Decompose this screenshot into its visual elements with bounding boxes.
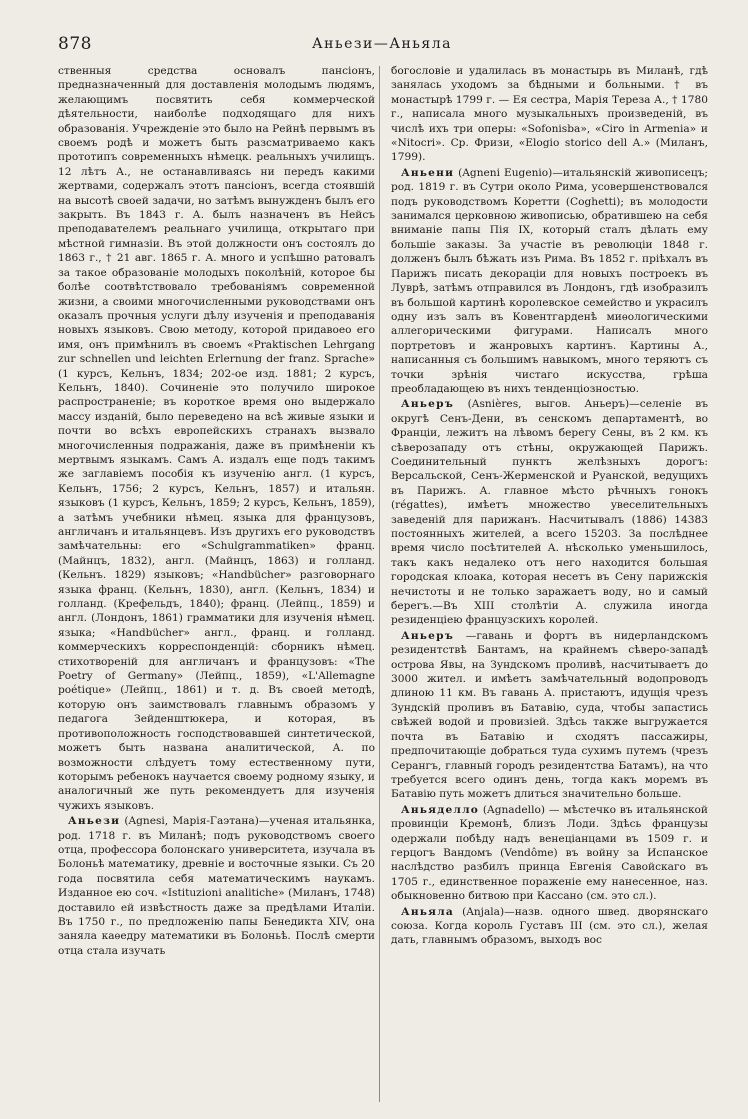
entry-agneni [391,166,708,397]
paragraph-continuation-right: богословіе и удалилась въ монастырь въ Миланѣ, гдѣ занялась уходомъ за бѣдными и больными. † въ монастырѣ 1799 г. — Ея сестра, Марія Тереза А., † 1780 г., написала много музыкальныхъ произведеній, въ числѣ ихъ три оперы: «Sofonisba», «Ciro in Armenia» и «Nitocri». Ср. Фризи, «Elogio storico dell A.» (Миланъ, 1799). [391,65,708,164]
entry-anyadello [391,803,708,904]
entry-agnesi-body: (Agnesi, Марія-Гаэтана)—ученая итальянка, род. 1718 г. въ Миланѣ; подъ руководствомъ своего отца, профессора болонскаго университета, изучала въ Болоньѣ математику, древніе и восточные языки. Съ 20 года посвятила себя математическимъ наукамъ. Изданное ею соч. «Istituzioni analitiche» (Миланъ, 1748) доставило ей извѣстность даже за предѣлами Италіи. Въ 1750 г., по предложенію папы Бенедикта XIV, она заняла каѳедру математики въ Болоньѣ. Послѣ смерти отца стала изучать [58,815,375,957]
paragraph-continuation: ственныя средства основалъ пансіонъ, предназначенный для доставленія молодымъ людямъ, желающимъ посвятить себя коммерческой дѣятельности, наиболѣе подходящаго для нихъ образованія. Учрежденіе это было на Рейнѣ первымъ въ своемъ родѣ и можетъ быть разсматриваемо какъ прототипъ современныхъ нѣмецк. реальныхъ училищъ. 12 лѣтъ А., не останавливаясь ни передъ какими жертвами, содержалъ этотъ пансіонъ, всегда стоявшій на высотѣ своей задачи, но затѣмъ вынужденъ былъ его закрыть. Въ 1843 г. А. былъ назначенъ въ Нейсъ преподавателемъ реальнаго училища, открытаго при мѣстной гимназіи. Въ этой должности онъ состоялъ до 1863 г., † 21 авг. 1865 г. А. много и успѣшно ратовалъ за такое образованіе молодыхъ поколѣній, которое бы болѣе соотвѣтствовало требованіямъ современной жизни, а своими многочисленными руководствами онъ оказалъ прочныя услуги дѣлу изученія и преподаванія новыхъ языковъ. Свою методу, которой придавоео его имя, онъ примѣнилъ въ своемъ «Praktischen Lehrgang zur schnellen und leichten Erlernung der franz. Sprache» (1 курсъ, Кельнъ, 1834; 202-ое изд. 1881; 2 курсъ, Кельнъ, 1840). Сочиненіе это получило широкое распространеніе; въ короткое время оно выдержало массу изданій, было переведено на всѣ живые языки и почти во всѣхъ европейскихъ странахъ вызвало многочисленныя подражанія, даже въ примѣненіи къ мертвымъ языкамъ. Самъ А. издалъ еще подъ такимъ же заглавіемъ пособія къ изученію англ. (1 курсъ, Кельнъ, 1756; 2 курсъ, Кельнъ, 1857) и итальян. языковъ (1 курсъ, Кельнъ, 1859; 2 курсъ, Кельнъ, 1859), а затѣмъ учебники нѣмец. языка для французовъ, англичанъ и итальянцевъ. Изъ другихъ его руководствъ замѣчательны: его «Schulgrammatiken» франц. (Майнцъ, 1832), англ. (Майнцъ, 1863) и голланд. (Кельнъ. 1829) языковъ; «Handbücher» разговорнаго языка франц. (Кельнъ, 1830), англ. (Кельнъ, 1834) и голланд. (Крефельдъ, 1840); франц. (Лейпц., 1859) и англ. (Лондонъ, 1861) грамматики для изученія нѣмец. языка; «Handbücher» англ., франц. и голланд. коммерческихъ корреспонденцій: сборникъ нѣмец. стихотвореній для англичанъ и французовъ: «The Poetry of Germany» (Лейпц., 1859), «L'Allemagne poétique» (Лейпц., 1861) и т. д. Въ своей методѣ, которую онъ заимствовалъ главнымъ образомъ у педагога Зейденштюкера, и которая, въ противоположность господствовавшей синтетической, можетъ быть названа аналитической, А. по возможности слѣдуетъ тому естественному пути, которымъ ребенокъ научается своему родному языку, и аналогичный же путь рекомендуетъ для изученія чужихъ языковъ. [58,65,375,812]
page-number: 878 [58,34,92,54]
column-divider [379,66,380,1102]
entry-agnesi [58,814,375,958]
headword-anier: Аньеръ [401,398,455,411]
page-header [58,30,706,60]
entry-agneni-body: (Agneni Eugenio)—итальянскій живописецъ; род. 1819 г. въ Сутри около Рима, усовершенствовался подъ руководствомъ Коретти (Coghetti); въ молодости занимался церковною живописью, обратившею на себя вниманіе папы Пія IX, который сталъ дѣлать ему большіе заказы. За участіе въ революціи 1848 г. долженъ былъ бѣжать изъ Рима. Въ 1852 г. пріѣхалъ въ Парижъ писать декораціи для новыхъ построекъ въ Луврѣ, затѣмъ отправился въ Лондонъ, гдѣ изобразилъ въ большой картинѣ королевское семейство и украсилъ одну изъ залъ въ Ковентгарденѣ миѳологическими аллегорическими фигурами. Написалъ много портретовъ и жанровыхъ картинъ. Картины А., написанныя съ большимъ навыкомъ, много теряютъ съ точки зрѣнія чистаго искусства, грѣша преобладающею въ нихъ тенденціозностью. [391,166,708,395]
headword-anier-java: Аньеръ [401,629,455,642]
left-column [58,64,375,1104]
right-column [391,64,708,1104]
entry-anyala-body: (Anjala)—назв. одного швед. дворянскаго союза. Когда король Густавъ III (см. это сл.), желая дать, главнымъ образомъ, выходъ вос [391,905,708,947]
entry-anyala [391,905,708,948]
entry-anier-java [391,629,708,802]
headword-agneni: Аньени [401,166,455,179]
headword-anyadello: Аньяделло [401,803,480,816]
entry-anier-body: (Asnières, выгов. Аньеръ)—селеніе въ округѣ Сенъ-Дени, въ сенскомъ департаментѣ, во Франціи, лежитъ на лѣвомъ берегу Сены, въ 2 км. къ сѣверозападу отъ стѣны, окружающей Парижъ. Соединительный пунктъ желѣзныхъ дорогъ: Версальской, Сенъ-Жерменской и Руанской, ведущихъ въ Парижъ. А. главное мѣсто рѣчныхъ гонокъ (régattes), имѣетъ множество увеселительныхъ заведеній для парижанъ. Насчитывалъ (1886) 14383 постоянныхъ жителей, а всего 15203. За послѣднее время число посѣтителей А. нѣсколько уменьшилось, такъ какъ недалеко отъ него находится большая городская клоака, которая несетъ въ Сену парижскія нечистоты и не только заражаетъ воду, но и самый берегъ.—Въ XIII столѣтіи А. служила иногда резиденціею французскихъ королей. [391,398,708,627]
headword-anyala: Аньяла [401,905,454,918]
running-head: Аньези—Аньяла [312,36,452,52]
entry-anier [391,397,708,628]
headword-agnesi: Аньези [68,815,121,828]
entry-anyadello-body: (Agnadello) — мѣстечко въ итальянской провинціи Кремонѣ, близъ Лоди. Здѣсь французы одержали побѣду надъ венеціанцами въ 1509 г. и герцогъ Вандомъ (Vendôme) въ войну за Испанское наслѣдство разбилъ принца Евгенія Савойскаго въ 1705 г., единственное пораженіе ему нанесенное, наз. обыкновенно битвою при Кассано (см. это сл.). [391,803,708,903]
entry-anier-java-body: —гавань и фортъ въ нидерландскомъ резидентствѣ Бантамъ, на крайнемъ сѣверо-западѣ острова Явы, на Зундскомъ проливѣ, насчитываетъ до 3000 жител. и имѣетъ замѣчательный водопроводъ длиною 11 км. Въ гавань А. пристаютъ, идущія чрезъ Зундскій проливъ въ Батавію, суда, чтобы запастись свѣжей водой и провизіей. Здѣсь также выгружается почта въ Батавію и сходятъ пассажиры, предпочитающіе добраться туда сухимъ путемъ (чрезъ Серангъ, главный городъ резидентства Батамъ), на что требуется всего одинъ день, тогда какъ моремъ въ Батавію путь можетъ длиться значительно больше. [391,629,708,801]
